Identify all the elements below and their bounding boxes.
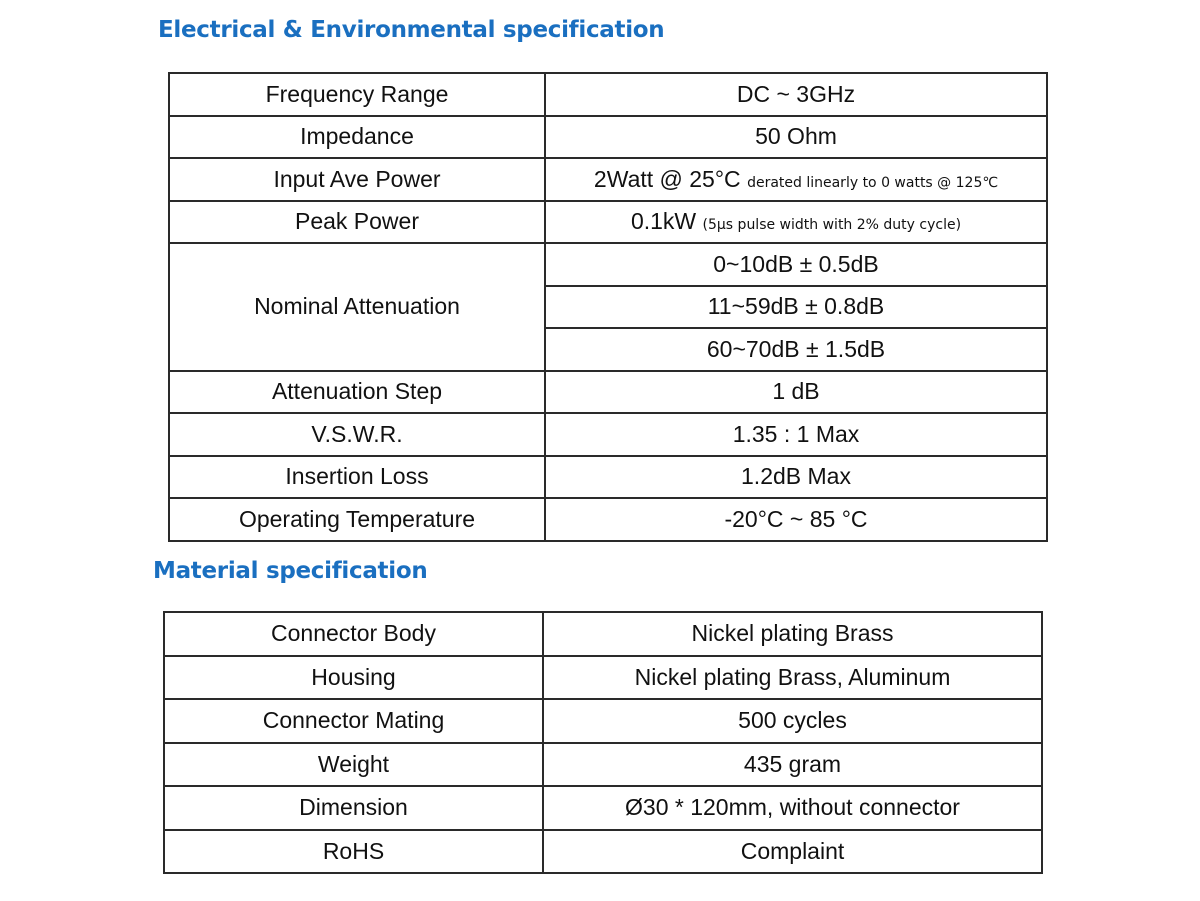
spec-value: 500 cycles [543,699,1042,743]
table-row [169,413,1047,456]
spec-value: 0.1kW [630,208,697,235]
table-row [169,456,1047,499]
material-spec-title: Material specification [153,558,428,584]
spec-value-cell [545,158,1047,201]
spec-value: Ø30 * 120mm, without connector [543,786,1042,830]
spec-value: Complaint [543,830,1042,874]
spec-label: Connector Body [164,612,543,656]
spec-value: 11~59dB ± 0.8dB [545,286,1047,329]
spec-value-cell [545,201,1047,244]
table-row [169,73,1047,116]
spec-note: (5μs pulse width with 2% duty cycle) [702,217,962,234]
spec-label: Frequency Range [169,73,545,116]
table-row [164,612,1042,656]
table-row [169,371,1047,414]
spec-label: Insertion Loss [169,456,545,499]
electrical-spec-title: Electrical & Environmental specification [158,17,665,43]
spec-value: 435 gram [543,743,1042,787]
spec-label: Connector Mating [164,699,543,743]
spec-label: RoHS [164,830,543,874]
table-row [169,243,1047,286]
table-row [164,743,1042,787]
spec-value: 1 dB [545,371,1047,414]
spec-value: 50 Ohm [545,116,1047,159]
spec-note: derated linearly to 0 watts @ 125℃ [747,174,999,191]
table-row [169,498,1047,541]
spec-label: Operating Temperature [169,498,545,541]
table-row [169,116,1047,159]
spec-label: Dimension [164,786,543,830]
spec-value: -20°C ~ 85 °C [545,498,1047,541]
spec-label: Nominal Attenuation [169,243,545,371]
spec-value: 60~70dB ± 1.5dB [545,328,1047,371]
spec-value: 1.35 : 1 Max [545,413,1047,456]
spec-label: Attenuation Step [169,371,545,414]
spec-value: Nickel plating Brass, Aluminum [543,656,1042,700]
material-spec-table [163,611,1043,874]
spec-label: Weight [164,743,543,787]
spec-label: Impedance [169,116,545,159]
table-row [164,699,1042,743]
spec-value: 2Watt @ 25°C [593,165,741,192]
table-row [169,158,1047,201]
spec-value: 1.2dB Max [545,456,1047,499]
spec-label: Input Ave Power [169,158,545,201]
table-row [164,656,1042,700]
spec-label: V.S.W.R. [169,413,545,456]
electrical-spec-table [168,72,1048,542]
spec-value: 0~10dB ± 0.5dB [545,243,1047,286]
spec-value: DC ~ 3GHz [545,73,1047,116]
table-row [164,786,1042,830]
spec-label: Housing [164,656,543,700]
spec-label: Peak Power [169,201,545,244]
table-row [164,830,1042,874]
table-row [169,201,1047,244]
spec-value: Nickel plating Brass [543,612,1042,656]
